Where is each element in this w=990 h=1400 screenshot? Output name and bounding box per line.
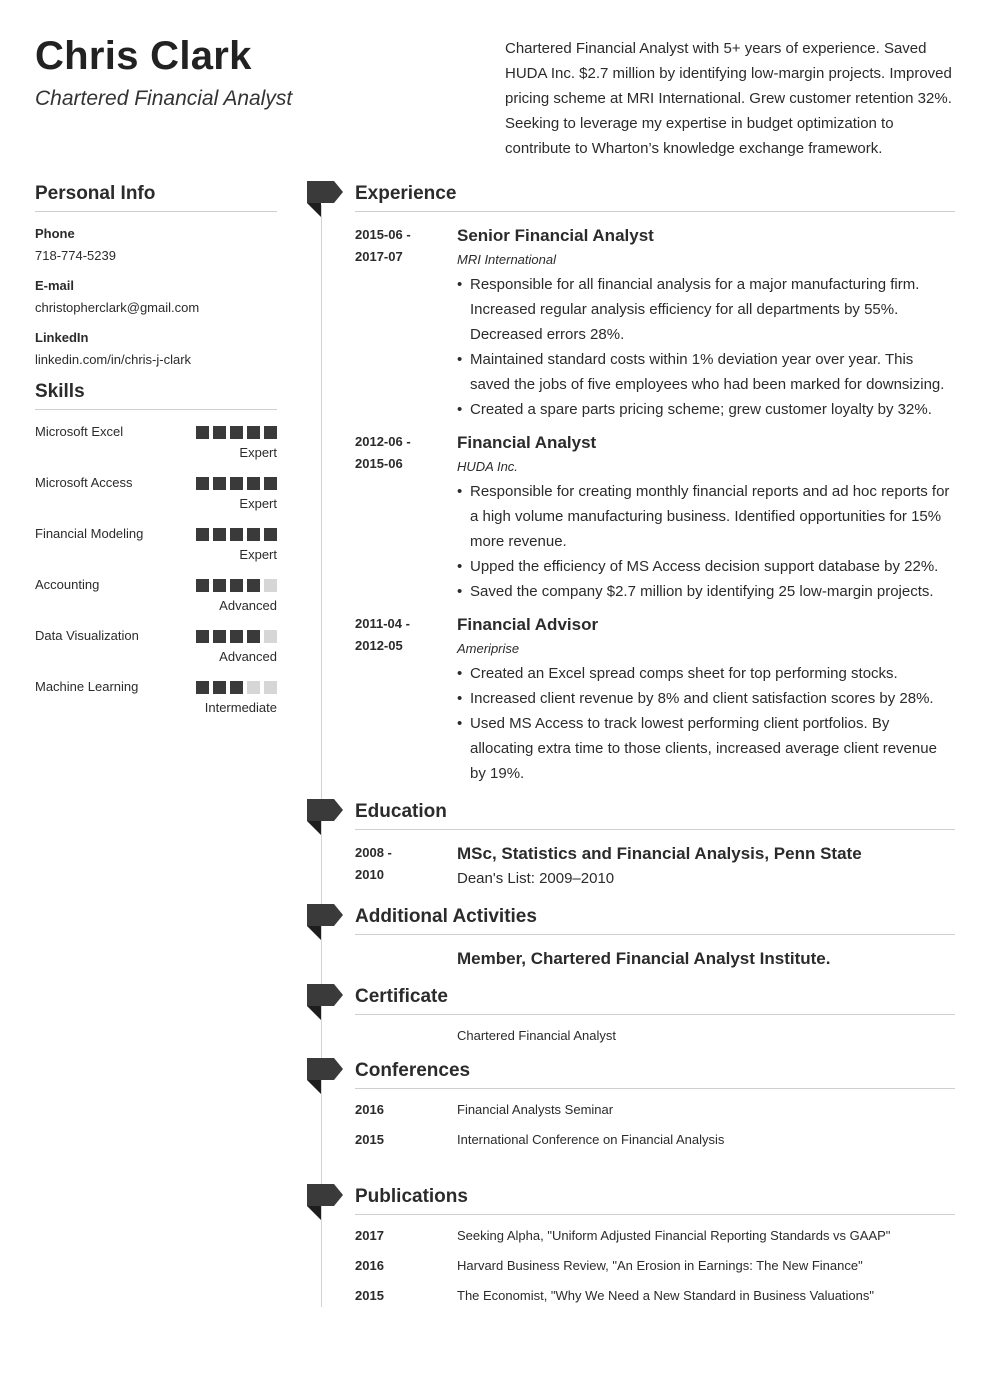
education-entry <box>355 842 955 890</box>
phone-label: Phone <box>35 226 75 241</box>
rating-filled-square <box>196 681 209 694</box>
email-value: christopherclark@gmail.com <box>35 300 200 315</box>
activities-section <box>355 903 955 971</box>
job-title: Financial Analyst <box>457 433 597 452</box>
skills-list <box>35 410 277 716</box>
publication-name: Seeking Alpha, "Uniform Adjusted Financial Reporting Standards vs GAAP" <box>457 1228 891 1243</box>
job-bullet: • Saved the company $2.7 million by identifying 25 low-margin projects. <box>457 579 955 604</box>
rating-filled-square <box>230 528 243 541</box>
conferences-section <box>355 1057 955 1161</box>
rating-empty-square <box>247 681 260 694</box>
education-dates <box>355 842 445 886</box>
job-dates <box>355 613 445 657</box>
skill-item <box>35 410 277 461</box>
certificate-item: Chartered Financial Analyst <box>457 1028 616 1043</box>
rating-filled-square <box>196 579 209 592</box>
job-entry <box>355 224 955 422</box>
rating-filled-square <box>264 426 277 439</box>
email-label: E-mail <box>35 278 75 293</box>
publication-row <box>355 1257 955 1287</box>
certificate-section <box>355 983 955 1045</box>
job-bullet: • Used MS Access to track lowest performing client portfolios. By allocating extra time to those clients, increased average client revenue by 19%. <box>457 711 955 786</box>
skill-level: Expert <box>239 496 277 511</box>
job-title: Senior Financial Analyst <box>457 226 654 245</box>
rating-filled-square <box>247 477 260 490</box>
job-entry <box>355 431 955 604</box>
skill-rating <box>196 681 277 694</box>
job-company: MRI International <box>457 252 556 267</box>
linkedin-value: linkedin.com/in/chris-j-clark <box>35 352 192 367</box>
skill-item <box>35 563 277 614</box>
phone-value: 718-774-5239 <box>35 248 116 263</box>
education-heading: Education <box>355 798 955 830</box>
rating-filled-square <box>264 528 277 541</box>
rating-filled-square <box>230 477 243 490</box>
job-bullets <box>457 661 955 786</box>
publication-row <box>355 1227 955 1257</box>
conference-row <box>355 1101 955 1131</box>
skill-level: Advanced <box>219 598 277 613</box>
rating-filled-square <box>213 681 226 694</box>
skill-rating <box>196 426 277 439</box>
rating-empty-square <box>264 579 277 592</box>
skill-item <box>35 512 277 563</box>
timeline-line <box>321 205 322 1307</box>
publication-row <box>355 1287 955 1317</box>
linkedin-label: LinkedIn <box>35 330 89 345</box>
job-bullet: • Responsible for all financial analysis for a major manufacturing firm. Increased regular analysis efficiency for all departments by 55%. Decreased errors 28%. <box>457 272 955 347</box>
skill-rating <box>196 477 277 490</box>
skill-level: Expert <box>239 445 277 460</box>
rating-filled-square <box>247 630 260 643</box>
conferences-heading: Conferences <box>355 1057 955 1089</box>
skill-item <box>35 665 277 716</box>
skill-name: Financial Modeling <box>35 526 144 541</box>
rating-filled-square <box>230 681 243 694</box>
job-bullet: • Created a spare parts pricing scheme; grew customer loyalty by 32%. <box>457 397 955 422</box>
publication-name: Harvard Business Review, "An Erosion in Earnings: The New Finance" <box>457 1258 863 1273</box>
conference-row <box>355 1131 955 1161</box>
skill-item <box>35 614 277 665</box>
skill-level: Advanced <box>219 649 277 664</box>
skill-name: Microsoft Access <box>35 475 133 490</box>
rating-filled-square <box>213 579 226 592</box>
section-flag-icon <box>307 984 343 1024</box>
publication-year: 2016 <box>355 1258 384 1273</box>
skill-level: Expert <box>239 547 277 562</box>
rating-filled-square <box>196 630 209 643</box>
education-section <box>355 798 955 890</box>
experience-section <box>355 180 955 786</box>
job-title: Financial Advisor <box>457 615 599 634</box>
skill-name: Microsoft Excel <box>35 424 124 439</box>
publication-year: 2017 <box>355 1228 384 1243</box>
job-bullet: • Created an Excel spread comps sheet for top performing stocks. <box>457 661 955 686</box>
job-date-start: 2012-06 - <box>355 434 411 449</box>
job-date-end: 2012-05 <box>355 638 403 653</box>
publication-year: 2015 <box>355 1288 384 1303</box>
rating-filled-square <box>213 477 226 490</box>
publication-name: The Economist, "Why We Need a New Standard in Business Valuations" <box>457 1288 875 1303</box>
education-date-start: 2008 - <box>355 845 392 860</box>
rating-filled-square <box>247 528 260 541</box>
publications-heading: Publications <box>355 1183 955 1215</box>
resume-summary: Chartered Financial Analyst with 5+ years of experience. Saved HUDA Inc. $2.7 million by identifying low-margin projects. Improved pricing scheme at MRI International. Grew customer retention 32%. Seeking to leverage my expertise in budget optimization to contribute to Wharton’s knowledge exchange framework. <box>505 40 952 157</box>
education-honors: Dean's List: 2009–2010 <box>457 870 615 887</box>
education-degree: MSc, Statistics and Financial Analysis, Penn State <box>457 844 862 863</box>
resume-job-title: Chartered Financial Analyst <box>35 87 293 110</box>
job-dates <box>355 224 445 268</box>
rating-filled-square <box>196 426 209 439</box>
conference-name: Financial Analysts Seminar <box>457 1102 614 1117</box>
resume-name: Chris Clark <box>35 34 252 78</box>
job-bullets <box>457 479 955 604</box>
job-bullet: • Increased client revenue by 8% and client satisfaction scores by 28%. <box>457 686 955 711</box>
skill-rating <box>196 528 277 541</box>
job-date-start: 2011-04 - <box>355 616 410 631</box>
skill-rating <box>196 579 277 592</box>
section-flag-icon <box>307 904 343 944</box>
rating-filled-square <box>213 630 226 643</box>
rating-empty-square <box>264 681 277 694</box>
conference-year: 2015 <box>355 1132 384 1147</box>
conference-year: 2016 <box>355 1102 384 1117</box>
job-date-end: 2017-07 <box>355 249 403 264</box>
section-flag-icon <box>307 1058 343 1098</box>
rating-filled-square <box>247 579 260 592</box>
skill-name: Machine Learning <box>35 679 139 694</box>
job-bullet: • Maintained standard costs within 1% deviation year over year. This saved the jobs of five employees who had been marked for downsizing. <box>457 347 955 397</box>
skill-name: Data Visualization <box>35 628 139 643</box>
section-flag-icon <box>307 799 343 839</box>
activity-item: Member, Chartered Financial Analyst Institute. <box>457 949 831 968</box>
activities-heading: Additional Activities <box>355 903 955 935</box>
skills-heading: Skills <box>35 378 277 410</box>
skill-rating <box>196 630 277 643</box>
section-flag-icon <box>307 181 343 221</box>
rating-filled-square <box>213 426 226 439</box>
job-bullet: • Responsible for creating monthly financial reports and ad hoc reports for a high volume manufacturing business. Identified opportunities for 15% more revenue. <box>457 479 955 554</box>
personal-info-heading: Personal Info <box>35 180 277 212</box>
rating-filled-square <box>247 426 260 439</box>
rating-filled-square <box>230 426 243 439</box>
rating-filled-square <box>196 477 209 490</box>
rating-filled-square <box>196 528 209 541</box>
job-company: HUDA Inc. <box>457 459 518 474</box>
experience-heading: Experience <box>355 180 955 212</box>
job-date-end: 2015-06 <box>355 456 403 471</box>
publications-section <box>355 1183 955 1317</box>
rating-filled-square <box>230 579 243 592</box>
conference-name: International Conference on Financial Analysis <box>457 1132 725 1147</box>
rating-filled-square <box>230 630 243 643</box>
rating-filled-square <box>264 477 277 490</box>
job-company: Ameriprise <box>457 641 520 656</box>
skill-level: Intermediate <box>204 700 277 715</box>
rating-empty-square <box>264 630 277 643</box>
skill-item <box>35 461 277 512</box>
job-bullet: • Upped the efficiency of MS Access decision support database by 22%. <box>457 554 955 579</box>
section-flag-icon <box>307 1184 343 1224</box>
certificate-heading: Certificate <box>355 983 955 1015</box>
job-entry <box>355 613 955 786</box>
job-date-start: 2015-06 - <box>355 227 411 242</box>
job-dates <box>355 431 445 475</box>
left-column <box>35 180 277 716</box>
job-bullets <box>457 272 955 422</box>
skill-name: Accounting <box>35 577 100 592</box>
education-date-end: 2010 <box>355 867 384 882</box>
rating-filled-square <box>213 528 226 541</box>
